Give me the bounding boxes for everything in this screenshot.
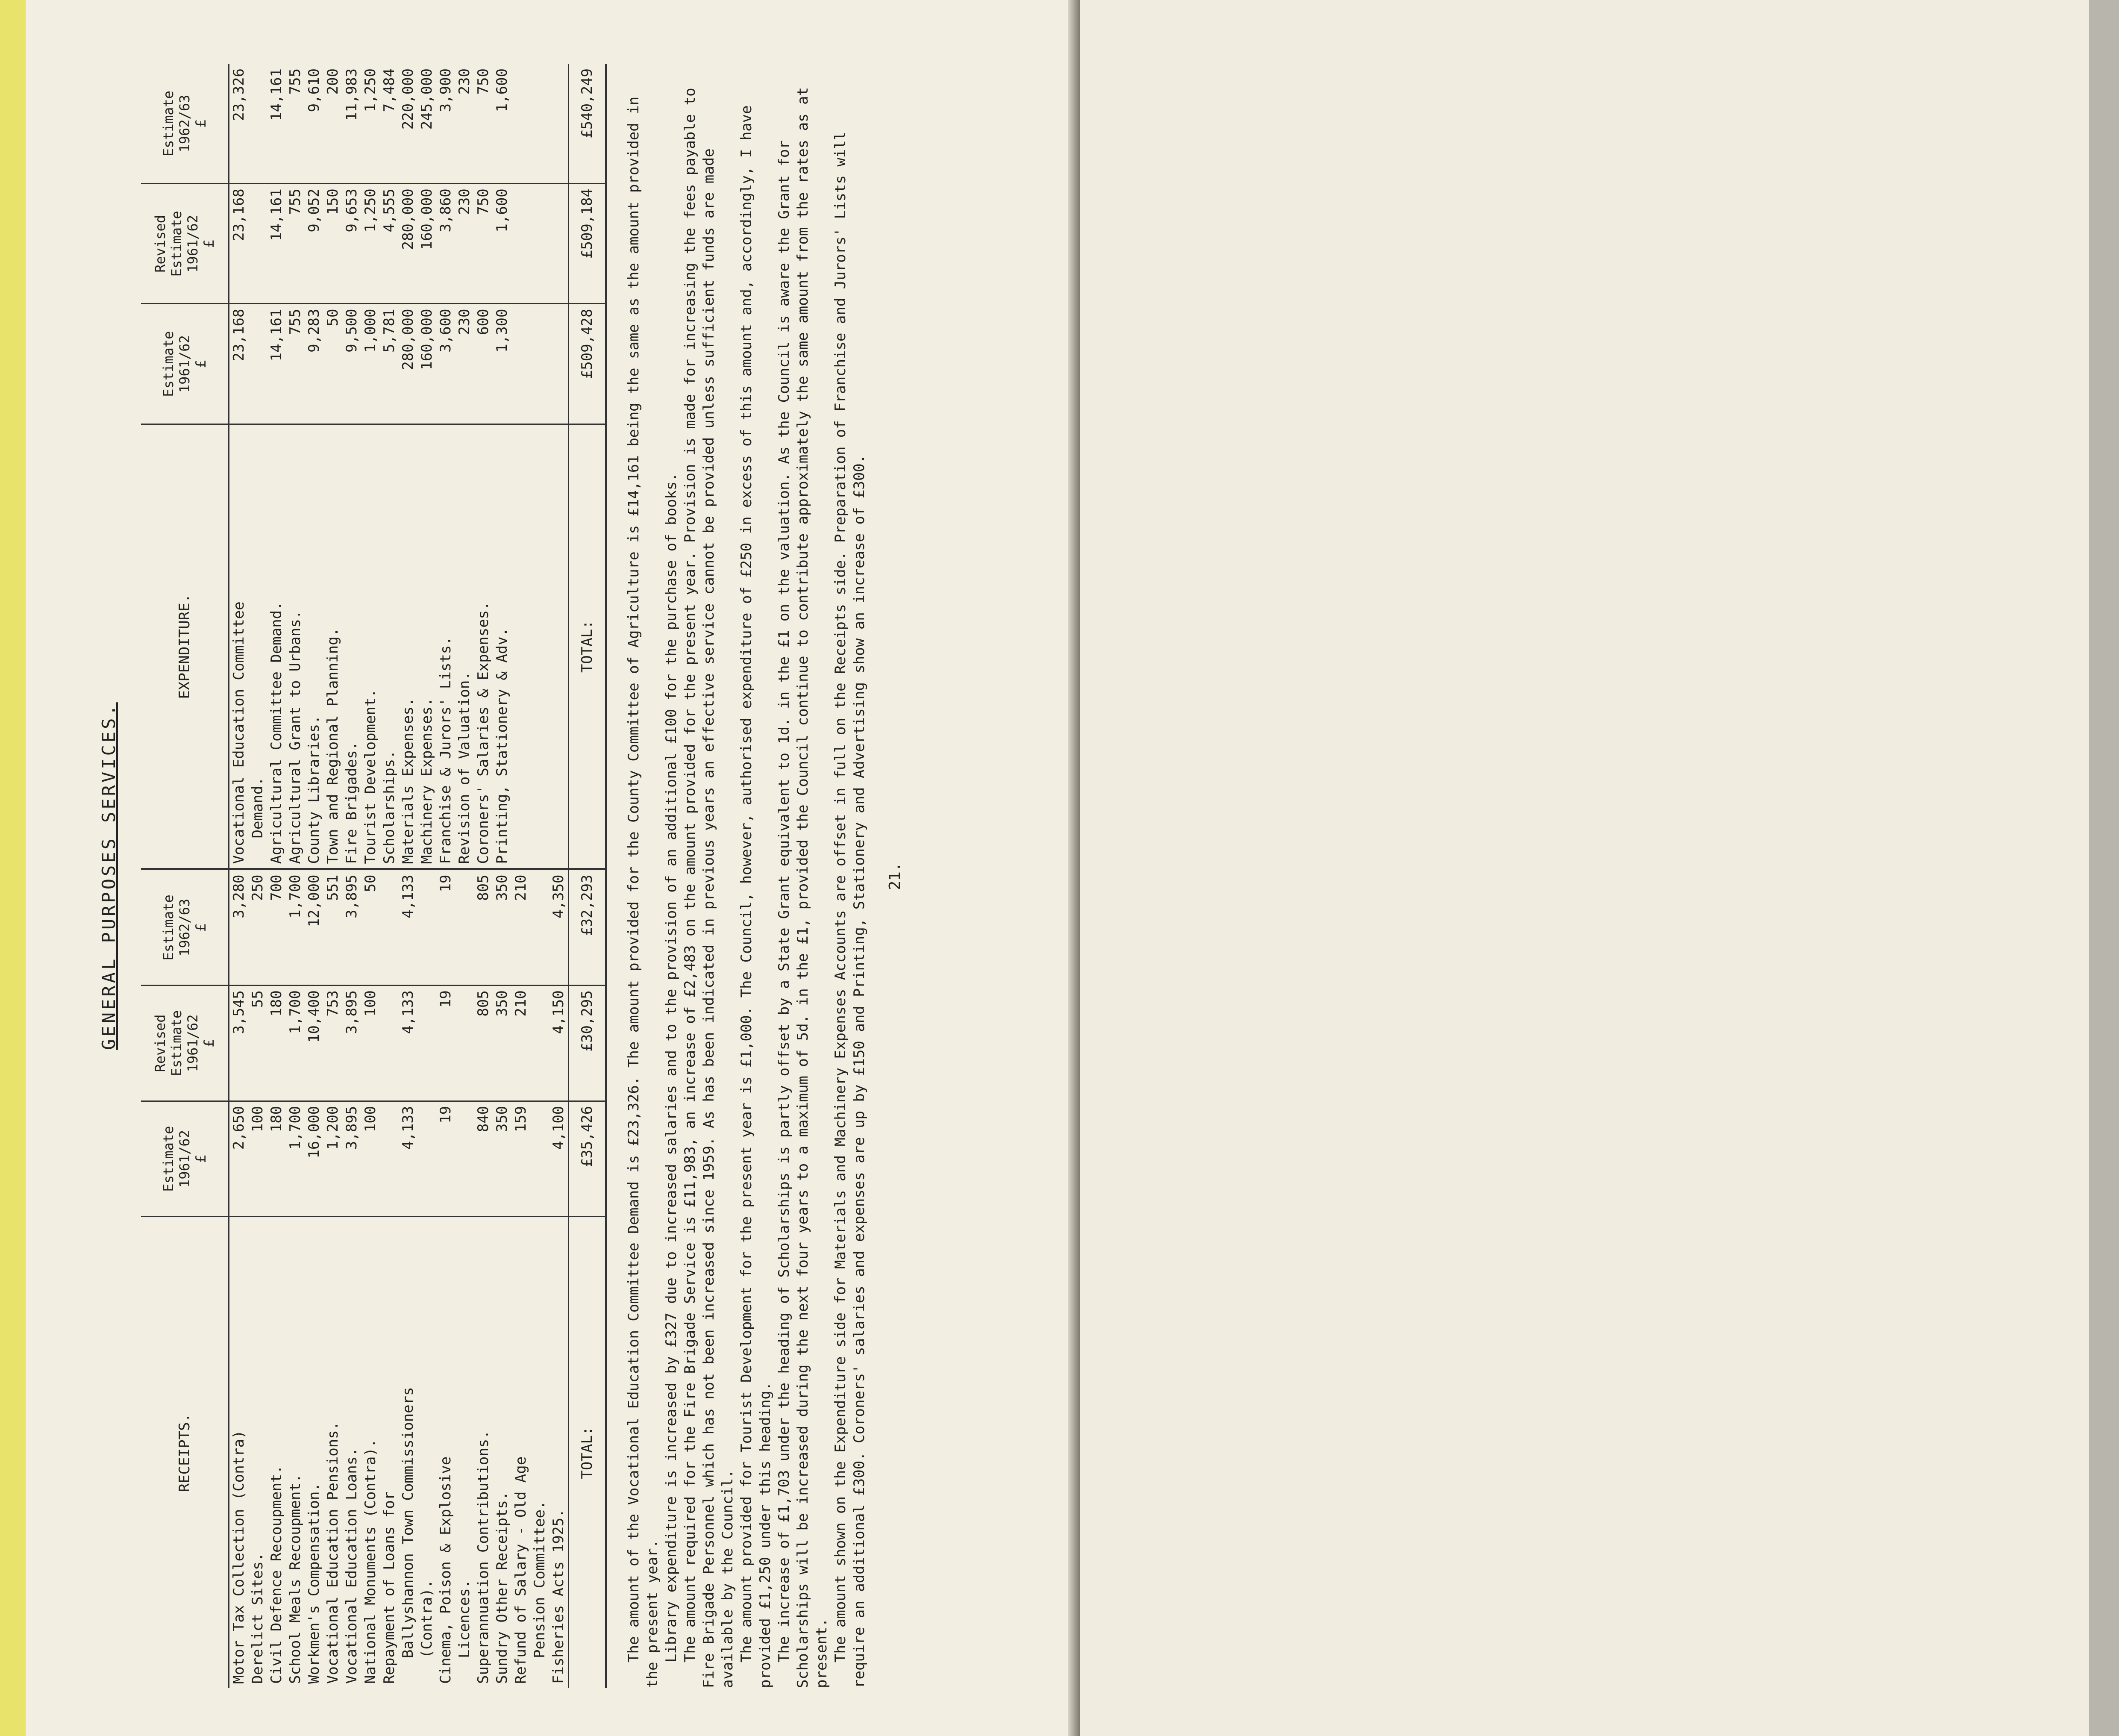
receipt-item: Sundry Other Receipts.	[493, 1217, 511, 1688]
estimate-1961-value	[248, 304, 267, 424]
estimate-1962-value: 1,600	[494, 68, 511, 112]
table-row	[399, 64, 417, 1688]
estimate-1962-value	[417, 869, 436, 986]
totals-row	[569, 64, 606, 1688]
revised-1961-value: 1,600	[493, 184, 511, 304]
expenditure-item: Machinery Expenses.	[417, 424, 436, 869]
estimate-1961-value: 1,300	[493, 304, 511, 424]
estimate-1962-value: 3,280	[229, 869, 249, 986]
estimate-1962-value: 230	[456, 68, 473, 95]
table-row	[436, 64, 455, 1688]
revised-1961-value: 805	[474, 986, 493, 1101]
estimate-1962-value	[530, 869, 549, 986]
estimate-1962-total: £540,249	[569, 64, 606, 184]
estimate-1961-value: 1,700	[286, 1101, 305, 1217]
estimate-1961-value: 1,200	[323, 1101, 342, 1217]
table-row	[474, 64, 493, 1688]
estimate-1961-value: 19	[436, 1101, 455, 1217]
table-row	[417, 64, 436, 1688]
revised-1961-total: £30,295	[569, 986, 606, 1101]
estimate-1961-value: 280,000	[399, 304, 417, 424]
estimate-1961-header: Estimate 1961/62 £	[141, 304, 229, 424]
expenditure-item	[511, 424, 530, 869]
revised-1961-value: 4,555	[380, 184, 399, 304]
estimate-1962-value: 7,484	[381, 68, 398, 112]
estimate-1962-value: 50	[361, 869, 380, 986]
revised-1961-value: 3,860	[436, 184, 455, 304]
note-paragraph: The increase of £1,703 under the heading of Scholarships is partly offset by a State Grant equivalent to 1d. in the £1 on the valuation. As the Council is aware the Grant for Scholarships will be increased during the next four years to a maximum of 5d. in the £1, provided the Council continue to contribute approximately the same amount from the rates as at present.	[776, 87, 830, 1688]
estimate-1962-value: 4,350	[549, 869, 569, 986]
estimate-1961-value: 755	[286, 304, 305, 424]
table-row	[342, 64, 361, 1688]
estimate-1961-value: 159	[511, 1101, 530, 1217]
expenditure-item	[530, 424, 549, 869]
estimate-1961-value: 1,000	[361, 304, 380, 424]
table-row	[493, 64, 511, 1688]
note-paragraph: Library expenditure is increased by £327 due to increased salaries and to the provision of an additional £100 for the purchase of books.	[663, 473, 680, 1662]
estimate-1961-value: 100	[248, 1101, 267, 1217]
revised-1961-value: 23,168	[229, 184, 249, 304]
estimate-1962-value: 245,000	[418, 68, 435, 130]
table-row	[229, 64, 249, 1688]
revised-1961-value: 1,250	[361, 184, 380, 304]
table-row	[267, 64, 286, 1688]
estimate-1962-value: 200	[324, 68, 341, 95]
table-row	[361, 64, 380, 1688]
revised-1961-value: 160,000	[417, 184, 436, 304]
estimate-1961-value: 16,000	[305, 1101, 323, 1217]
estimate-1961-value: 350	[493, 1101, 511, 1217]
estimate-1961-value: 5,781	[380, 304, 399, 424]
estimate-1961-value: 9,283	[305, 304, 323, 424]
estimate-1961-value	[530, 304, 549, 424]
receipt-item: Derelict Sites.	[248, 1217, 267, 1688]
estimate-1962-header: Estimate 1962/63 £	[141, 64, 229, 184]
revised-1961-value: 150	[323, 184, 342, 304]
receipt-item: Civil Defence Recoupment.	[267, 1217, 286, 1688]
revised-1961-header: Revised Estimate 1961/62 £	[141, 184, 229, 304]
revised-1961-value: 750	[474, 184, 493, 304]
note-paragraph: The amount provided for Tourist Development for the present year is £1,000. The Council, however, authorised expenditure of £250 in excess of this amount and, accordingly, I have provided £1,250 under this heading.	[738, 105, 774, 1688]
estimate-1962-value	[530, 64, 549, 184]
estimate-1961-value: 9,500	[342, 304, 361, 424]
table-row	[323, 64, 342, 1688]
note-paragraph: The amount required for the Fire Brigade Service is £11,983, an increase of £2,483 on the amount provided for the present year. Provision is made for increasing the fees payable to Fire Brigade Personnel which has not been increased since 1959. As has been indicated in previous years an effective service cannot be provided unless sufficient funds are made available by the Council.	[682, 88, 736, 1688]
expenditure-total-label: TOTAL:	[569, 424, 606, 869]
ledger-body	[229, 64, 606, 1688]
receipt-item: National Monuments (Contra).	[361, 1217, 380, 1688]
estimate-1961-value: 100	[361, 1101, 380, 1217]
revised-1961-value	[417, 986, 436, 1101]
expenditure-item	[549, 424, 569, 869]
receipt-item: Vocational Education Loans.	[342, 1217, 361, 1688]
table-row	[305, 64, 323, 1688]
expenditure-item: County Libraries.	[305, 424, 323, 869]
estimate-1962-value: 1,700	[286, 869, 305, 986]
expenditure-item: Fire Brigades.	[342, 424, 361, 869]
estimate-1961-value: 840	[474, 1101, 493, 1217]
right-page	[1080, 0, 2119, 1736]
receipt-item: Ballyshannon Town Commissioners	[399, 1217, 417, 1688]
estimate-1961-value	[455, 1101, 474, 1217]
revised-1961-value: 230	[455, 184, 474, 304]
expenditure-item: Revision of Valuation.	[455, 424, 474, 869]
receipts-header: RECEIPTS.	[141, 1217, 229, 1688]
estimate-1962-value: 3,895	[342, 869, 361, 986]
receipt-item: Repayment of Loans for	[380, 1217, 399, 1688]
left-page-content	[98, 64, 1060, 1688]
revised-1961-value	[455, 986, 474, 1101]
revised-1961-value: 100	[361, 986, 380, 1101]
revised-1961-value: 9,052	[305, 184, 323, 304]
revised-1961-value: 4,150	[549, 986, 569, 1101]
revised-1961-value: 4,133	[399, 986, 417, 1101]
estimate-1961-value: 4,100	[549, 1101, 569, 1217]
revised-1961-value: 753	[323, 986, 342, 1101]
expenditure-item: Printing, Stationery & Adv.	[493, 424, 511, 869]
estimate-1961-total: £35,426	[569, 1101, 606, 1217]
estimate-1962-value: 210	[511, 869, 530, 986]
table-row	[286, 64, 305, 1688]
revised-1961-value: 755	[286, 184, 305, 304]
table-row	[455, 64, 474, 1688]
estimate-1962-value: 23,326	[230, 68, 247, 121]
table-row	[549, 64, 569, 1688]
estimate-1962-value: 9,610	[306, 68, 323, 112]
revised-1961-total: £509,184	[569, 184, 606, 304]
estimate-1961-value: 230	[455, 304, 474, 424]
estimate-1961-value	[530, 1101, 549, 1217]
expenditure-header: EXPENDITURE.	[141, 424, 229, 869]
note-paragraph: The amount of the Vocational Education Committee Demand is £23,326. The amount provided for the County Committee of Agriculture is £14,161 being the same as the amount provided in the present year.	[625, 96, 661, 1688]
receipt-item: Cinema, Poison & Explosive	[436, 1217, 455, 1688]
receipt-item: Vocational Education Pensions.	[323, 1217, 342, 1688]
estimate-1961-value: 23,168	[229, 304, 249, 424]
estimate-1962-value: 805	[474, 869, 493, 986]
revised-1961-value: 280,000	[399, 184, 417, 304]
estimate-1961-value: 4,133	[399, 1101, 417, 1217]
estimate-1962-value: 250	[248, 869, 267, 986]
revised-1961-value: 55	[248, 986, 267, 1101]
estimate-1962-value: 1,250	[362, 68, 379, 112]
receipt-item: Refund of Salary - Old Age	[511, 1217, 530, 1688]
revised-1961-value: 3,545	[229, 986, 249, 1101]
expenditure-item: Agricultural Committee Demand.	[267, 424, 286, 869]
estimate-1962-value: 14,161	[268, 68, 285, 121]
revised-1961-value	[530, 986, 549, 1101]
note-paragraph: The amount shown on the Expenditure side for Materials and Machinery Expenses Accounts are offset in full on the Receipts side. Preparation of Franchise and Jurors' Lists will require an additional £300. Coroners' salaries and expenses are up by £150 and Printing, Stationery and Advertising show an increase of £300.	[832, 131, 868, 1688]
estimate-1961-value: 50	[323, 304, 342, 424]
estimate-1962-value: 700	[267, 869, 286, 986]
estimate-1961-total: £509,428	[569, 304, 606, 424]
expenditure-item: Franchise & Jurors' Lists.	[436, 424, 455, 869]
expenditure-item: Materials Expenses.	[399, 424, 417, 869]
estimate-1961-value: 180	[267, 1101, 286, 1217]
revised-1961-value	[530, 184, 549, 304]
expenditure-item: Coroners' Salaries & Expenses.	[474, 424, 493, 869]
estimate-1961-value	[380, 1101, 399, 1217]
estimate-1962-value: 19	[436, 869, 455, 986]
revised-1961-value: 14,161	[267, 184, 286, 304]
estimate-1962-value	[549, 64, 569, 184]
estimate-1961-header: Estimate 1961/62 £	[141, 1101, 229, 1217]
table-row	[248, 64, 267, 1688]
notes-block	[624, 64, 905, 1688]
estimate-1962-value	[511, 64, 530, 184]
expenditure-item: Agricultural Grant to Urbans.	[286, 424, 305, 869]
revised-1961-value: 350	[493, 986, 511, 1101]
receipt-item: Pension Committee.	[530, 1217, 549, 1688]
expenditure-item: Tourist Development.	[361, 424, 380, 869]
estimate-1962-value: 551	[323, 869, 342, 986]
revised-1961-header: Revised Estimate 1961/62 £	[141, 986, 229, 1101]
revised-1961-value	[380, 986, 399, 1101]
estimate-1961-value: 160,000	[417, 304, 436, 424]
receipt-item: Workmen's Compensation.	[305, 1217, 323, 1688]
estimate-1962-value: 12,000	[305, 869, 323, 986]
receipt-item: Fisheries Acts 1925.	[549, 1217, 569, 1688]
receipts-total-label: TOTAL:	[569, 1217, 606, 1688]
estimate-1961-value: 3,600	[436, 304, 455, 424]
estimate-1962-total: £32,293	[569, 869, 606, 986]
estimate-1961-value: 600	[474, 304, 493, 424]
estimate-1961-value: 2,650	[229, 1101, 249, 1217]
receipt-item: (Contra).	[417, 1217, 436, 1688]
estimate-1962-value: 3,900	[437, 68, 454, 112]
estimate-1962-header: Estimate 1962/63 £	[141, 869, 229, 986]
expenditure-item: Demand.	[248, 424, 267, 869]
receipt-item: Licences.	[455, 1217, 474, 1688]
page-number: 21.	[886, 862, 904, 890]
estimate-1961-value	[511, 304, 530, 424]
estimate-1962-value: 755	[287, 68, 304, 95]
estimate-1961-value	[549, 304, 569, 424]
expenditure-item: Scholarships.	[380, 424, 399, 869]
estimate-1962-value: 4,133	[399, 869, 417, 986]
revised-1961-value	[511, 184, 530, 304]
estimate-1961-value: 3,895	[342, 1101, 361, 1217]
estimate-1961-value: 14,161	[267, 304, 286, 424]
page-title: GENERAL PURPOSES SERVICES.	[98, 702, 119, 1050]
revised-1961-value: 9,653	[342, 184, 361, 304]
revised-1961-value: 180	[267, 986, 286, 1101]
estimate-1962-value: 750	[475, 68, 492, 95]
estimate-1961-value	[417, 1101, 436, 1217]
revised-1961-value: 3,895	[342, 986, 361, 1101]
receipt-item: Superannuation Contributions.	[474, 1217, 493, 1688]
expenditure-item: Town and Regional Planning.	[323, 424, 342, 869]
revised-1961-value	[549, 184, 569, 304]
estimate-1962-value	[455, 869, 474, 986]
estimate-1962-value	[248, 64, 267, 184]
table-row	[380, 64, 399, 1688]
estimate-1962-value: 220,000	[400, 68, 417, 130]
general-purposes-table	[141, 64, 607, 1688]
revised-1961-value: 210	[511, 986, 530, 1101]
estimate-1962-value	[380, 869, 399, 986]
receipt-item: School Meals Recoupment.	[286, 1217, 305, 1688]
revised-1961-value: 1,700	[286, 986, 305, 1101]
revised-1961-value	[248, 184, 267, 304]
expenditure-item: Vocational Education Committee	[229, 424, 249, 869]
estimate-1962-value: 350	[493, 869, 511, 986]
table-row	[530, 64, 549, 1688]
estimate-1962-value: 11,983	[343, 68, 360, 121]
revised-1961-value: 19	[436, 986, 455, 1101]
receipt-item: Motor Tax Collection (Contra)	[229, 1217, 249, 1688]
table-row	[511, 64, 530, 1688]
revised-1961-value: 10,400	[305, 986, 323, 1101]
